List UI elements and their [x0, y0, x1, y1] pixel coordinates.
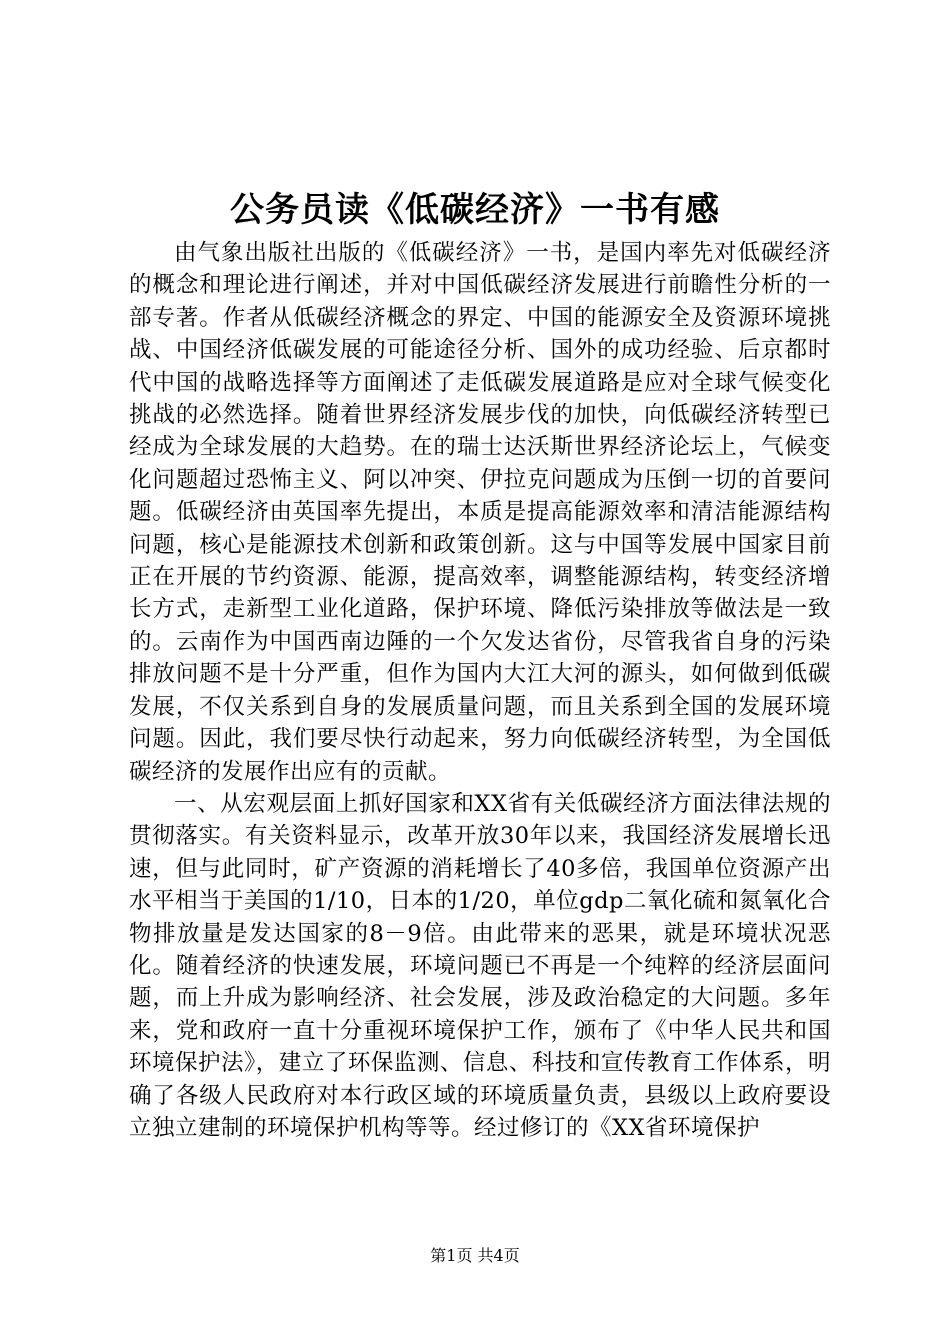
paragraph: 由气象出版社出版的《低碳经济》一书，是国内率先对低碳经济的概念和理论进行阐述，并对中国低碳经济发展进行前瞻性分析的一部专著。作者从低碳经济概念的界定、中国的能源安全及资源环境挑战、中国经济低碳发展的可能途径分析、国外的成功经验、后京都时代中国的战略选择等方面阐述了走低碳发展道路是应对全球气候变化挑战的必然选择。随着世界经济发展步伐的加快，向低碳经济转型已经成为全球发展的大趋势。在的瑞士达沃斯世界经济论坛上，气候变化问题超过恐怖主义、阿以冲突、伊拉克问题成为压倒一切的首要问题。低碳经济由英国率先提出，本质是提高能源效率和清洁能源结构问题，核心是能源技术创新和政策创新。这与中国等发展中国家目前正在开展的节约资源、能源，提高效率，调整能源结构，转变经济增长方式，走新型工业化道路，保护环境、降低污染排放等做法是一致的。云南作为中国西南边陲的一个欠发达省份，尽管我省自身的污染排放问题不是十分严重，但作为国内大江大河的源头，如何做到低碳发展，不仅关系到自身的发展质量问题，而且关系到全国的发展环境问题。因此，我们要尽快行动起来，努力向低碳经济转型，为全国低碳经济的发展作出应有的贡献。 — [129, 240, 831, 785]
paragraph: 一、从宏观层面上抓好国家和XX省有关低碳经济方面法律法规的贯彻落实。有关资料显示，改革开放30年以来，我国经济发展增长迅速，但与此同时，矿产资源的消耗增长了40多倍，我国单位资源产出水平相当于美国的1/10，日本的1/20，单位gdp二氧化硫和氮氧化合物排放量是发达国家的8－9倍。由此带来的恶果，就是环境状况恶化。随着经济的快速发展，环境问题已不再是一个纯粹的经济层面问题，而上升成为影响经济、社会发展，涉及政治稳定的大问题。多年来，党和政府一直十分重视环境保护工作，颁布了《中华人民共和国环境保护法》，建立了环保监测、信息、科技和宣传教育工作体系，明确了各级人民政府对本行政区域的环境质量负责，县级以上政府要设立独立建制的环境保护机构等等。经过修订的《XX省环境保护 — [129, 790, 831, 1141]
page-number-footer: 第1页 共4页 — [430, 1246, 520, 1265]
document-title: 公务员读《低碳经济》一书有感 — [230, 190, 720, 230]
document-body — [129, 237, 831, 1144]
